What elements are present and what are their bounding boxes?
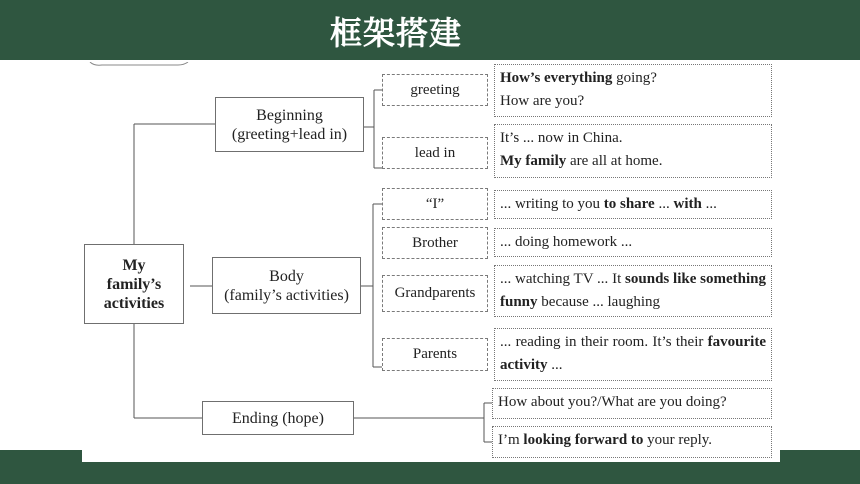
beginning-sublabel: (greeting+lead in) (231, 125, 348, 143)
i-phrase-pre: ... writing to you (500, 196, 604, 212)
brother-phrase: ... doing homework ... (500, 234, 633, 250)
section-beginning (215, 97, 364, 152)
sentence-i (494, 190, 772, 219)
lead-in-phrase-1: It’s ... now in China. (500, 130, 623, 146)
sentence-grandparents (494, 265, 772, 317)
lead-in-phrase-rest: are all at home. (566, 153, 663, 169)
ending-phrase-post: your reply. (643, 432, 713, 448)
diagram-canvas (82, 62, 780, 462)
section-body (212, 257, 361, 314)
topic-greeting-label: greeting (410, 81, 460, 98)
slide-title: 框架搭建 (330, 14, 463, 52)
greeting-phrase-bold: How’s everything (500, 70, 613, 86)
sentence-lead-in (494, 124, 772, 178)
beginning-label: Beginning (256, 106, 323, 124)
root-node (84, 244, 184, 324)
ending-phrase-pre: I’m (498, 432, 524, 448)
sentence-greeting (494, 64, 772, 117)
topic-lead-in (382, 137, 488, 169)
sentence-ending-1 (492, 388, 772, 419)
title-bar (0, 0, 860, 60)
topic-parents (382, 338, 488, 371)
i-phrase-bold-2: with (673, 196, 702, 212)
root-line-3: activities (103, 294, 165, 312)
topic-grandparents-label: Grandparents (394, 285, 476, 301)
topic-brother (382, 227, 488, 259)
i-phrase-post: ... (701, 196, 717, 212)
topic-greeting (382, 74, 488, 106)
greeting-phrase-2: How are you? (500, 93, 585, 109)
i-phrase-bold-1: to share (603, 196, 655, 212)
sentence-brother (494, 228, 772, 257)
topic-parents-label: Parents (412, 346, 458, 362)
i-phrase-mid: ... (654, 196, 674, 212)
grandparents-phrase-post: because ... laughing (537, 294, 660, 310)
ending-phrase-1: How about you?/What are you doing? (498, 394, 727, 410)
topic-brother-label: Brother (412, 234, 458, 251)
lead-in-phrase-bold: My family (500, 153, 567, 169)
sentence-ending-2 (492, 426, 772, 458)
topic-lead-in-label: lead in (414, 144, 456, 161)
body-sublabel: (family’s activities) (224, 286, 349, 304)
parents-phrase-post: ... (547, 357, 563, 373)
body-label: Body (269, 267, 304, 285)
topic-i-label: “I” (425, 195, 445, 212)
section-ending (202, 401, 354, 435)
ending-phrase-bold: looking forward to (523, 432, 644, 448)
ending-label: Ending (hope) (232, 409, 324, 427)
parents-phrase-pre: ... reading in their room. It’s their (500, 334, 708, 350)
grandparents-phrase-bold: sounds like something funny (500, 271, 766, 310)
greeting-phrase-rest: going? (612, 70, 657, 86)
topic-i (382, 188, 488, 220)
root-line-2: family’s (106, 275, 162, 293)
parents-phrase-bold: favourite activity (500, 334, 766, 373)
root-line-1: My (122, 256, 146, 274)
sentence-parents (494, 328, 772, 381)
topic-grandparents (382, 275, 488, 312)
grandparents-phrase-pre: ... watching TV ... It (500, 271, 626, 287)
